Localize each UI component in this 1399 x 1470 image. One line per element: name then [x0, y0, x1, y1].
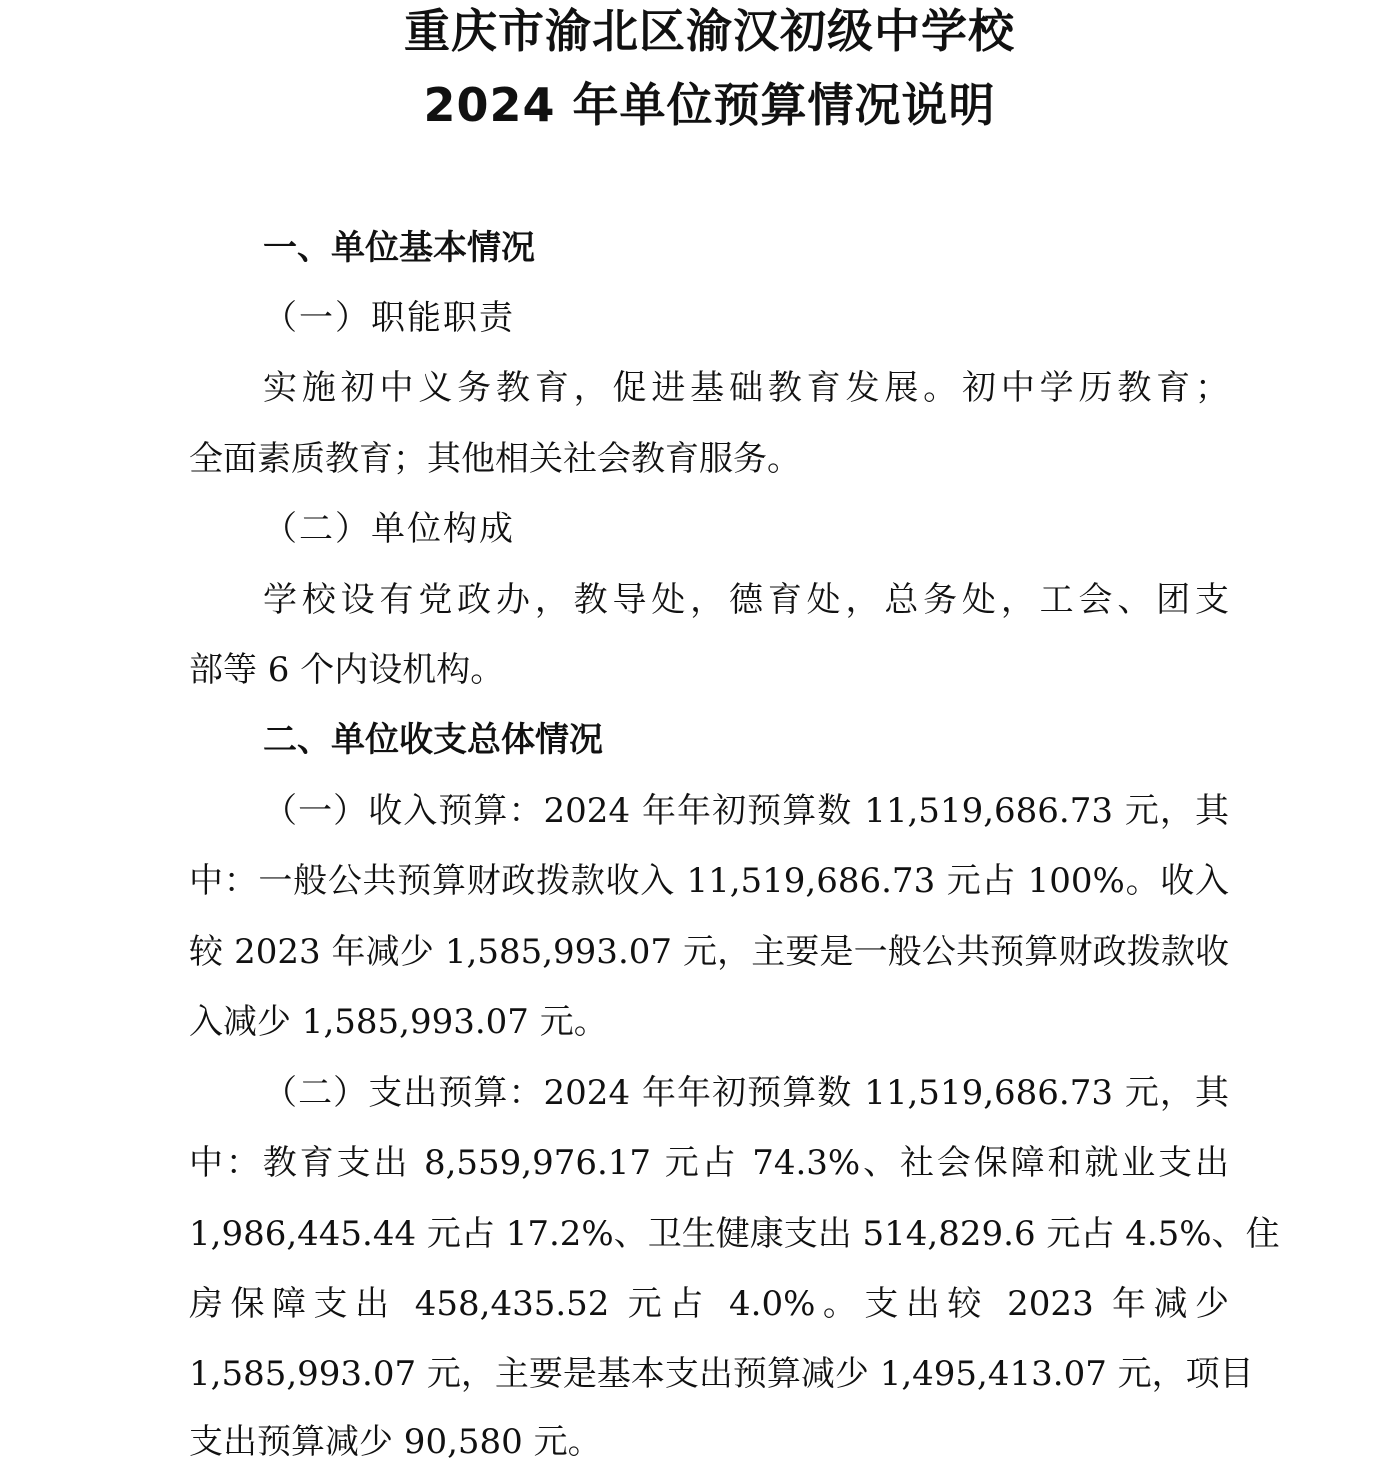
paragraph-line: 1,986,445.44 元占 17.2%、卫生健康支出 514,829.6 元占 4.5%、住 — [189, 1214, 1280, 1254]
section-heading-basic-info: 一、单位基本情况 — [263, 228, 535, 268]
paragraph-line: 房保障支出 458,435.52 元占 4.0%。支出较 2023 年减少 — [189, 1284, 1229, 1324]
paragraph-line: 全面素质教育；其他相关社会教育服务。 — [189, 439, 801, 479]
paragraph-line: 实施初中义务教育，促进基础教育发展。初中学历教育； — [263, 368, 1229, 408]
paragraph-line: 支出预算减少 90,580 元。 — [189, 1422, 602, 1462]
subheading-functions: （一）职能职责 — [263, 298, 515, 338]
section-heading-budget-overview: 二、单位收支总体情况 — [263, 720, 603, 760]
paragraph-line: 较 2023 年减少 1,585,993.07 元，主要是一般公共预算财政拨款收 — [189, 932, 1229, 972]
paragraph-line: 1,585,993.07 元，主要是基本支出预算减少 1,495,413.07 元，项目 — [189, 1354, 1254, 1394]
paragraph-line: 中：一般公共预算财政拨款收入 11,519,686.73 元占 100%。收入 — [189, 861, 1229, 901]
paragraph-line: 中：教育支出 8,559,976.17 元占 74.3%、社会保障和就业支出 — [189, 1143, 1229, 1183]
paragraph-line: 部等 6 个内设机构。 — [189, 650, 505, 690]
paragraph-line: 学校设有党政办，教导处，德育处，总务处，工会、团支 — [263, 580, 1229, 620]
document-title: 重庆市渝北区渝汉初级中学校 — [404, 4, 1015, 58]
paragraph-line: （一）收入预算：2024 年年初预算数 11,519,686.73 元，其 — [263, 791, 1229, 831]
document-subtitle: 2024 年单位预算情况说明 — [423, 78, 996, 132]
paragraph-line: 入减少 1,585,993.07 元。 — [189, 1002, 608, 1042]
paragraph-line: （二）支出预算：2024 年年初预算数 11,519,686.73 元，其 — [263, 1073, 1229, 1113]
subheading-composition: （二）单位构成 — [263, 509, 515, 549]
